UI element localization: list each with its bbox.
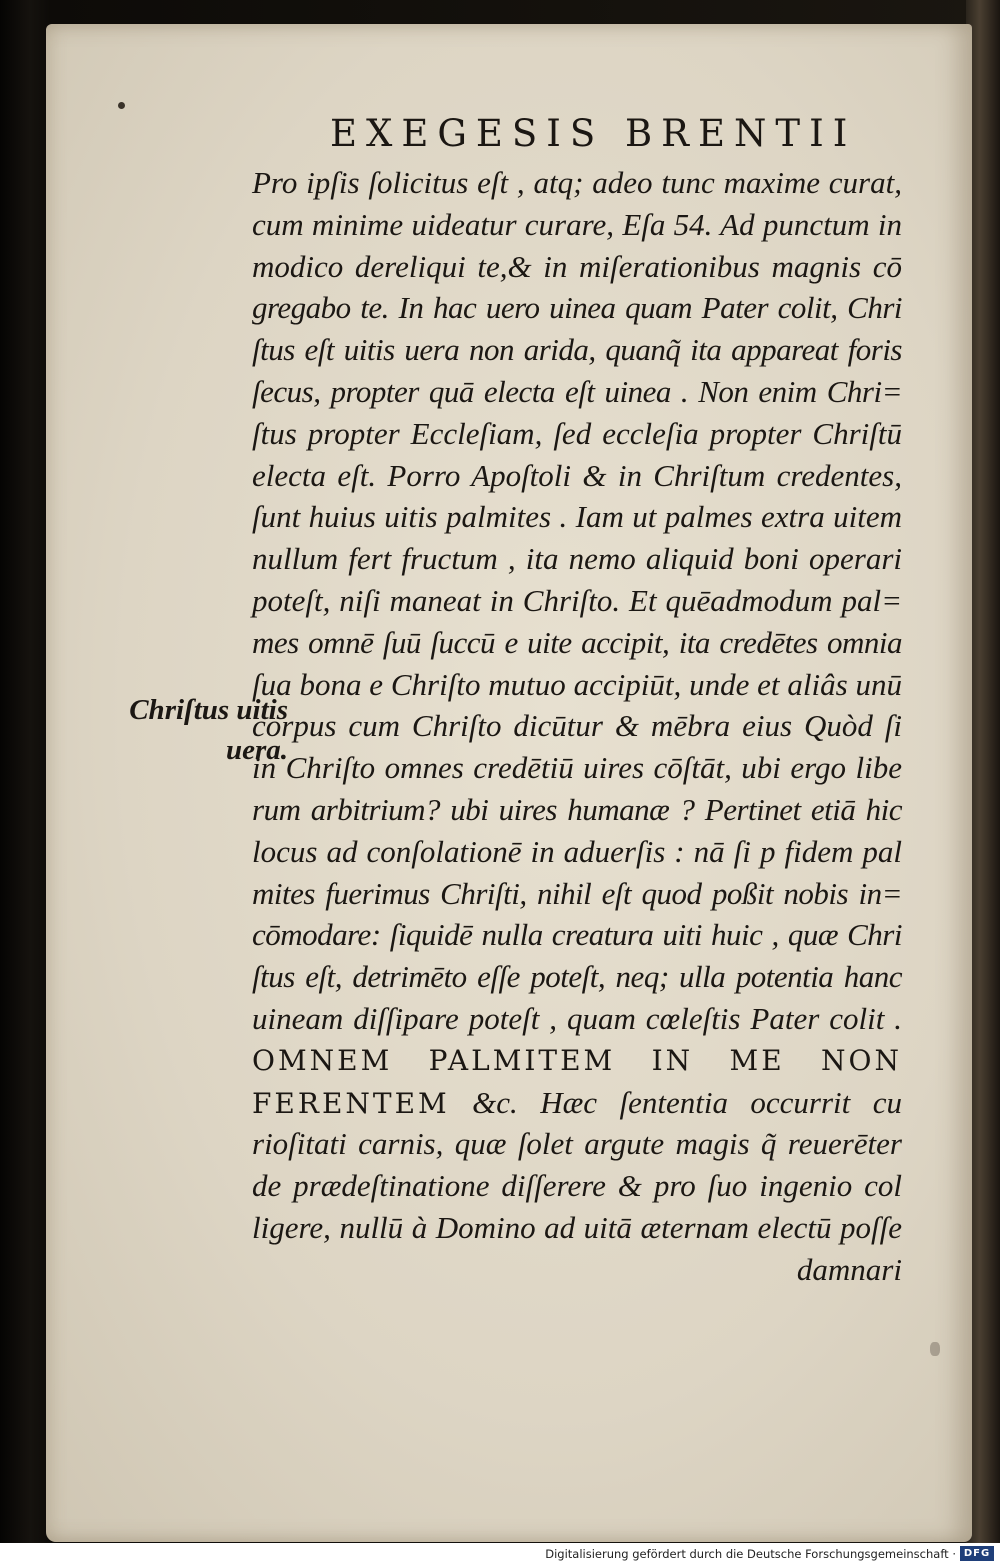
text-line: ſtus eſt, detrimēto eſſe poteſt, neq; ulla potentia hanc <box>252 959 902 995</box>
text-line: locus ad conſolationē in aduerſis : nā ſi p fidem pal <box>252 833 902 869</box>
text-line: ſtus eſt uitis uera non arida, quanq̃ ita appareat foris <box>252 332 902 368</box>
text-line: ſunt huius uitis palmites . Iam ut palmes extra uitem <box>252 499 902 535</box>
text-line: Pro ipſis ſolicitus eſt , atq; adeo tunc maxime curat, <box>252 165 902 200</box>
text-line: modico dereliqui te,& in miſerationibus magnis cō <box>252 248 902 284</box>
text-line: in Chriſto omnes credētiū uires cōſtāt, ubi ergo libe <box>252 750 902 786</box>
lemma-caps-word: FERENTEM <box>252 1086 450 1120</box>
text-line: corpus cum Chriſto dicūtur & mēbra eius Quòd ſi <box>252 708 902 744</box>
footer-bar <box>0 1543 1000 1565</box>
lemma-rest-text: &c. Hæc ſententia occurrit cu <box>449 1084 902 1120</box>
text-line: rum arbitrium? ubi uires humanæ ? Pertinet etiā hic <box>252 791 902 827</box>
dfg-logo: DFG <box>960 1546 994 1561</box>
text-line: de prædeſtinatione diſſerere & pro ſuo ingenio col <box>252 1168 902 1204</box>
text-line: poteſt, niſi maneat in Chriſto. Et quēadmodum pal= <box>252 582 902 618</box>
text-line: rioſitati carnis, quæ ſolet argute magis q̃ reuerēter <box>252 1126 902 1162</box>
lemma-mixed-line <box>252 1082 902 1124</box>
page-stain <box>930 1342 940 1356</box>
text-line: uineam diſſipare poteſt , quam cœleſtis Pater colit . <box>252 1000 902 1036</box>
text-line: ſecus, propter quā electa eſt uinea . Non enim Chri= <box>252 373 902 409</box>
text-line: electa eſt. Porro Apoſtoli & in Chriſtum credentes, <box>252 457 902 493</box>
funding-credit: Digitalisierung gefördert durch die Deutsche Forschungsgemeinschaft · <box>545 1547 956 1561</box>
body-text <box>252 162 902 1291</box>
text-line: cum minime uideatur curare, Eſa 54. Ad punctum in <box>252 206 902 242</box>
lemma-caps-line: OMNEM PALMITEM IN ME NON <box>252 1043 902 1077</box>
catchword: damnari <box>796 1251 902 1287</box>
text-line: ſtus propter Eccleſiam, ſed eccleſia propter Chriſtū <box>252 415 902 451</box>
text-line: gregabo te. In hac uero uinea quam Pater colit, Chri <box>252 290 902 326</box>
text-line: cōmodare: ſiquidē nulla creatura uiti huic , quæ Chri <box>252 917 902 953</box>
text-line: nullum fert fructum , ita nemo aliquid boni operari <box>252 541 902 577</box>
running-head: EXEGESIS BRENTII <box>330 112 857 155</box>
ink-dot <box>118 102 125 109</box>
margin-note: Chriſtus uitis uera. <box>129 694 288 766</box>
text-line: mes omnē ſuū ſuccū e uite accipit, ita credētes omnia <box>252 624 902 660</box>
text-line: mites fuerimus Chriſti, nihil eſt quod poßit nobis in= <box>252 875 902 911</box>
text-line: ligere, nullū à Domino ad uitā æternam electū poſſe <box>252 1209 902 1245</box>
text-line: ſua bona e Chriſto mutuo accipiūt, unde et aliâs unū <box>252 666 902 702</box>
